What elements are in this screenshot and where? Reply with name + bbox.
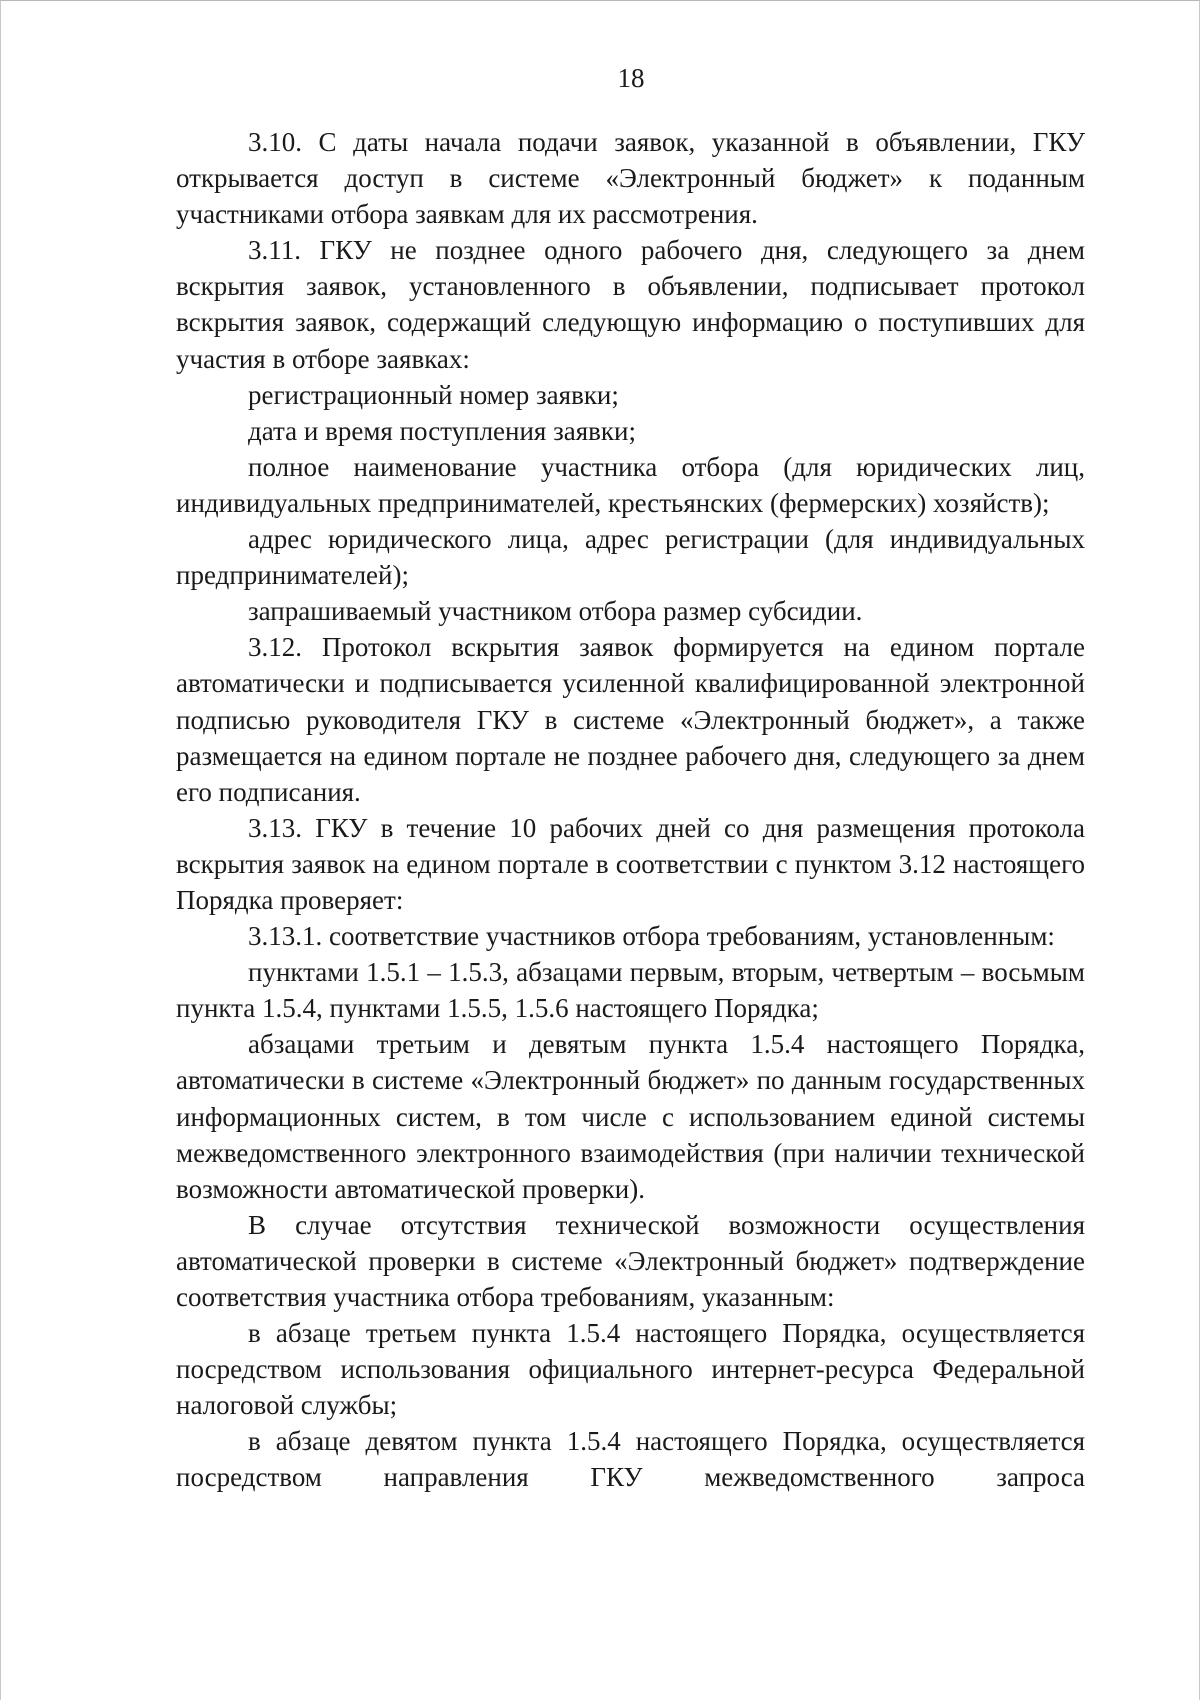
paragraph-paragraph-three: в абзаце третьем пункта 1.5.4 настоящего Порядка, осуществляется посредством использования официального интернет-ресурса Федеральной налоговой службы;	[176, 1318, 1085, 1421]
document-body	[176, 124, 1085, 1496]
paragraph-no-technical-possibility: В случае отсутствия технической возможности осуществления автоматической проверки в системе «Электронный бюджет» подтверждение соответствия участника отбора требованиям, указанным:	[176, 1209, 1085, 1312]
paragraph-points-list: пунктами 1.5.1 – 1.5.3, абзацами первым, вторым, четвертым – восьмым пункта 1.5.4, пунктами 1.5.5, 1.5.6 настоящего Порядка;	[176, 957, 1085, 1024]
list-item-address: адрес юридического лица, адрес регистрации (для индивидуальных предпринимателей);	[176, 524, 1085, 591]
list-item-date-time: дата и время поступления заявки;	[248, 415, 636, 446]
paragraph-3-13-1: 3.13.1. соответствие участников отбора требованиям, установленным:	[248, 921, 1055, 952]
paragraph-3-10: 3.10. С даты начала подачи заявок, указанной в объявлении, ГКУ открывается доступ в системе «Электронный бюджет» к поданным участниками отбора заявкам для их рассмотрения.	[176, 127, 1085, 230]
list-item-full-name: полное наименование участника отбора (для юридических лиц, индивидуальных предпринимателей, крестьянских (фермерских) хозяйств);	[176, 451, 1085, 518]
paragraph-paragraph-nine: в абзаце девятом пункта 1.5.4 настоящего Порядка, осуществляется посредством направления ГКУ межведомственного запроса	[176, 1426, 1085, 1493]
paragraph-3-12: 3.12. Протокол вскрытия заявок формируется на едином портале автоматически и подписывается усиленной квалифицированной электронной подписью руководителя ГКУ в системе «Электронный бюджет», а также размещается на едином портале не позднее рабочего дня, следующего за днем его подписания.	[176, 632, 1085, 807]
list-item-subsidy-amount: запрашиваемый участником отбора размер субсидии.	[248, 596, 863, 627]
list-item-registration-number: регистрационный номер заявки;	[248, 379, 619, 410]
paragraph-3-11: 3.11. ГКУ не позднее одного рабочего дня, следующего за днем вскрытия заявок, установленного в объявлении, подписывает протокол вскрытия заявок, содержащий следующую информацию о поступивших для участия в отборе заявках:	[176, 235, 1085, 374]
paragraph-automatic-check: абзацами третьим и девятым пункта 1.5.4 настоящего Порядка, автоматически в системе «Электронный бюджет» по данным государственных информационных систем, в том числе с использованием единой системы межведомственного электронного взаимодействия (при наличии технической возможности автоматической проверки).	[176, 1029, 1085, 1204]
paragraph-3-13: 3.13. ГКУ в течение 10 рабочих дней со дня размещения протокола вскрытия заявок на едином портале в соответствии с пунктом 3.12 настоящего Порядка проверяет:	[176, 812, 1085, 915]
page-number: 18	[617, 63, 645, 93]
